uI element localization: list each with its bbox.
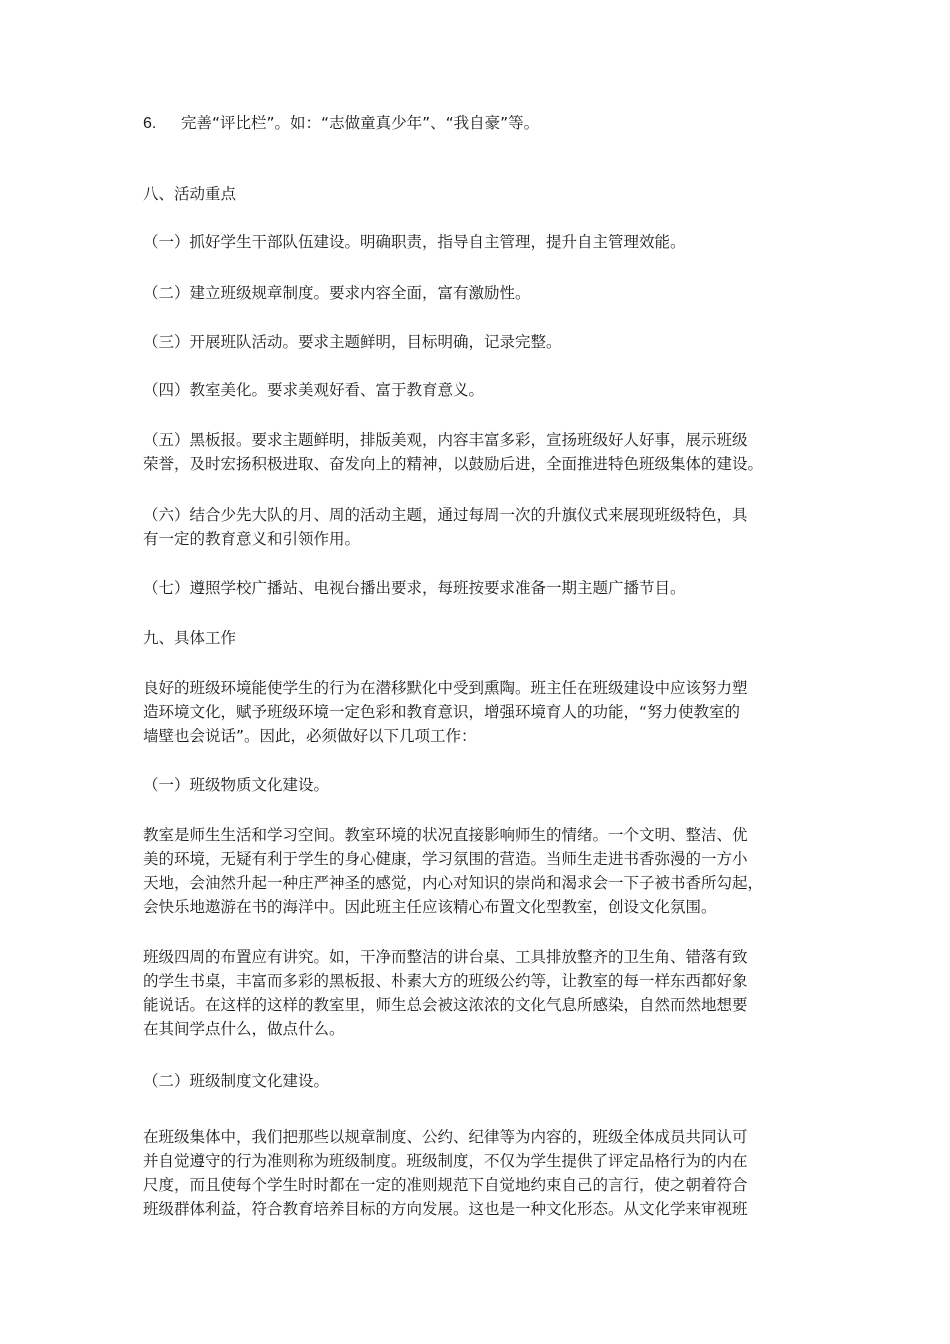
paragraph-line: 教室是师生生活和学习空间。教室环境的状况直接影响师生的情绪。一个文明、整洁、优 (143, 826, 748, 844)
section-heading-9: 九、具体工作 (143, 629, 237, 647)
section8-item-5 (143, 428, 823, 476)
subsection-heading-1: （一）班级物质文化建设。 (143, 776, 330, 794)
subsection1-paragraph-1 (143, 823, 823, 919)
paragraph-line: 造环境文化，赋予班级环境一定色彩和教育意识，增强环境育人的功能，“努力使教室的 (143, 703, 741, 721)
paragraph-line: 班级群体利益，符合教育培养目标的方向发展。这也是一种文化形态。从文化学来审视班 (143, 1200, 748, 1218)
section9-intro (143, 676, 823, 748)
section-heading-8: 八、活动重点 (143, 185, 237, 203)
list-item-6 (143, 111, 823, 135)
paragraph-line: 在班级集体中，我们把那些以规章制度、公约、纪律等为内容的，班级全体成员共同认可 (143, 1128, 748, 1146)
section8-item-2 (143, 281, 823, 305)
paragraph-line: 的学生书桌，丰富而多彩的黑板报、朴素大方的班级公约等，让教室的每一样东西都好象 (143, 972, 748, 990)
subsection2-paragraph-1 (143, 1125, 823, 1221)
paragraph-line: 天地，会油然升起一种庄严神圣的感觉，内心对知识的崇尚和渴求会一下子被书香所勾起， (143, 874, 764, 892)
paragraph-line: 良好的班级环境能使学生的行为在潜移默化中受到熏陶。班主任在班级建设中应该努力塑 (143, 679, 748, 697)
paragraph-line: 墙壁也会说话”。因此，必须做好以下几项工作： (143, 727, 477, 745)
list-number: 6. (143, 115, 157, 132)
subsection-heading-2: （二）班级制度文化建设。 (143, 1072, 330, 1090)
paragraph-line: （六）结合少先大队的月、周的活动主题，通过每周一次的升旗仪式来展现班级特色，具 (143, 506, 748, 524)
subsection1-paragraph-2 (143, 945, 823, 1041)
paragraph-line: （二）建立班级规章制度。要求内容全面，富有激励性。 (143, 284, 531, 302)
paragraph-line: 尺度，而且使每个学生时时都在一定的准则规范下自觉地约束自己的言行，使之朝着符合 (143, 1176, 748, 1194)
paragraph-line: （一）抓好学生干部队伍建设。明确职责，指导自主管理，提升自主管理效能。 (143, 233, 686, 251)
paragraph-line: 能说话。在这样的这样的教室里，师生总会被这浓浓的文化气息所感染，自然而然地想要 (143, 996, 748, 1014)
section8-item-7 (143, 576, 823, 600)
paragraph-line: 在其间学点什么，做点什么。 (143, 1020, 345, 1038)
paragraph-line: 荣誉，及时宏扬积极进取、奋发向上的精神，以鼓励后进，全面推进特色班级集体的建设。 (143, 455, 764, 473)
paragraph-line: 并自觉遵守的行为准则称为班级制度。班级制度，不仅为学生提供了评定品格行为的内在 (143, 1152, 748, 1170)
paragraph-line: 有一定的教育意义和引领作用。 (143, 530, 361, 548)
section8-item-1 (143, 230, 823, 254)
paragraph-line: （三）开展班队活动。要求主题鲜明，目标明确，记录完整。 (143, 333, 562, 351)
paragraph-line: （七）遵照学校广播站、电视台播出要求，每班按要求准备一期主题广播节目。 (143, 579, 686, 597)
paragraph-line: （五）黑板报。要求主题鲜明，排版美观，内容丰富多彩，宣扬班级好人好事，展示班级 (143, 431, 748, 449)
paragraph-line: 会快乐地遨游在书的海洋中。因此班主任应该精心布置文化型教室，创设文化氛围。 (143, 898, 717, 916)
section8-item-6 (143, 503, 823, 551)
section8-item-3 (143, 330, 823, 354)
list-item-text: 完善“评比栏”。如：“志做童真少年”、“我自豪”等。 (181, 114, 540, 132)
paragraph-line: （四）教室美化。要求美观好看、富于教育意义。 (143, 381, 485, 399)
paragraph-line: 美的环境，无疑有利于学生的身心健康，学习氛围的营造。当师生走进书香弥漫的一方小 (143, 850, 748, 868)
paragraph-line: 班级四周的布置应有讲究。如，干净而整洁的讲台桌、工具排放整齐的卫生角、错落有致 (143, 948, 748, 966)
section8-item-4 (143, 378, 823, 402)
